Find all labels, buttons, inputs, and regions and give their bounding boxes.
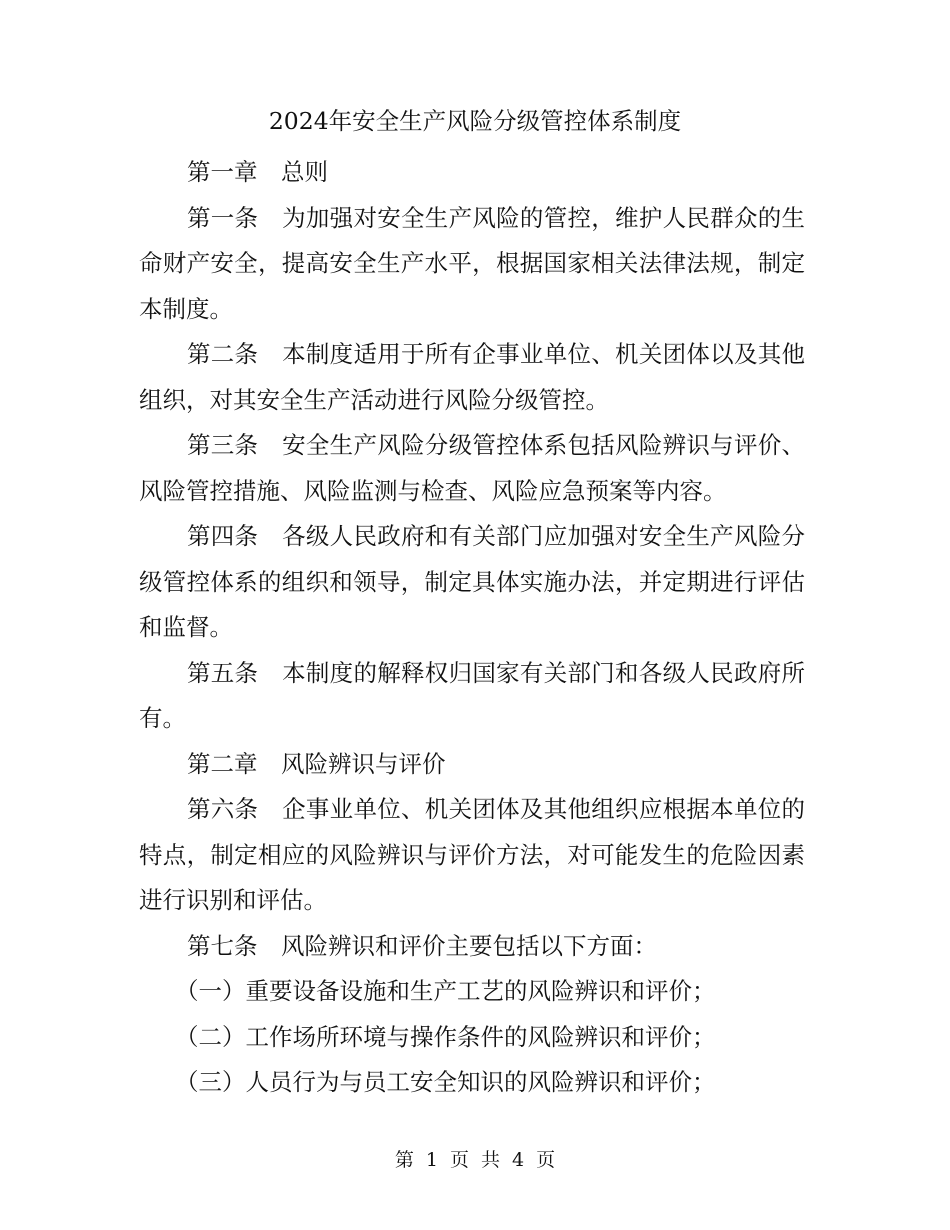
article-2: 第二条 本制度适用于所有企事业单位、机关团体以及其他组织，对其安全生产活动进行风险分级管控。 (139, 340, 805, 414)
list-item-2: （二）工作场所环境与操作条件的风险辨识和评价； (175, 1022, 716, 1051)
list-item-1: （一）重要设备设施和生产工艺的风险辨识和评价； (175, 977, 716, 1005)
article-7: 第七条 风险辨识和评价主要包括以下方面： (187, 931, 657, 960)
article-1: 第一条 为加强对安全生产风险的管控，维护人民群众的生命财产安全，提高安全生产水平，根据国家相关法律法规，制定本制度。 (139, 203, 805, 323)
chapter-heading-1: 第一章 总则 (187, 158, 328, 186)
page-number-footer: 第 1 页 共 4 页 (394, 1149, 556, 1171)
article-6: 第六条 企事业单位、机关团体及其他组织应根据本单位的特点，制定相应的风险辨识与评价方法，对可能发生的危险因素进行识别和评估。 (139, 795, 805, 914)
article-3: 第三条 安全生产风险分级管控体系包括风险辨识与评价、风险管控措施、风险监测与检查、风险应急预案等内容。 (139, 431, 805, 505)
chapter-heading-2: 第二章 风险辨识与评价 (187, 749, 446, 778)
document-body (139, 150, 805, 1106)
document-title: 2024年安全生产风险分级管控体系制度 (268, 107, 682, 135)
article-4: 第四条 各级人民政府和有关部门应加强对安全生产风险分级管控体系的组织和领导，制定具体实施办法，并定期进行评估和监督。 (139, 522, 805, 641)
list-item-3: （三）人员行为与员工安全知识的风险辨识和评价； (175, 1068, 716, 1096)
article-5: 第五条 本制度的解释权归国家有关部门和各级人民政府所有。 (139, 658, 805, 732)
